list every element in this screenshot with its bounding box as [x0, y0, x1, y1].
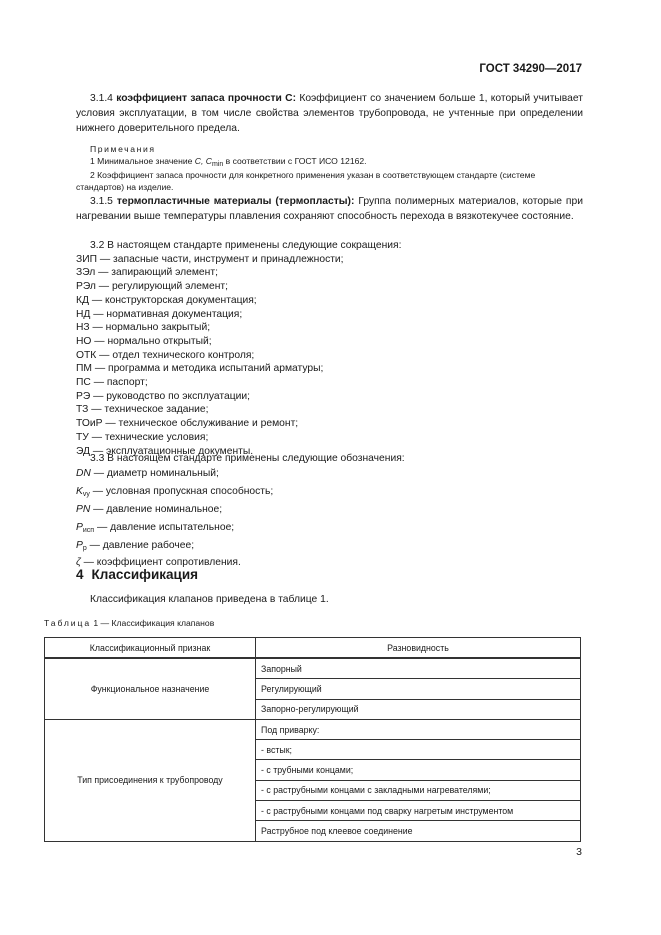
list-item: ζ — коэффициент сопротивления.	[76, 557, 241, 569]
paragraph-text: Коэффициент со значением больше 1, который учитывает условия эксплуатации, в том числе свойства элементов трубопровода, не учтенные при определении нижнего доверительного предела.	[76, 93, 583, 134]
list-item: РЭ — руководство по эксплуатации;	[76, 390, 250, 402]
symbols-intro: 3.3 В настоящем стандарте применены следующие обозначения:	[90, 453, 405, 464]
table-cell-variety: - с трубными концами;	[256, 760, 581, 780]
paragraph-number: 3.1.5	[90, 196, 113, 207]
list-item: ТОиР — техническое обслуживание и ремонт;	[76, 418, 299, 430]
paragraph-3-1-5	[76, 195, 583, 225]
notes-block	[76, 144, 583, 193]
list-item: $K_{vy}$ — условная пропускная способность;	[76, 485, 274, 498]
list-item: НЗ — нормально закрытый;	[76, 322, 211, 334]
list-item: $P_{исп}$ — давление испытательное;	[76, 521, 235, 534]
table-row	[45, 719, 581, 739]
abbreviations-intro: 3.2 В настоящем стандарте применены следующие сокращения:	[90, 240, 402, 251]
table-cell-variety: - встык;	[256, 740, 581, 760]
section-number: 4	[76, 567, 84, 582]
list-item: НД — нормативная документация;	[76, 308, 243, 320]
list-item: ПМ — программа и методика испытаний арматуры;	[76, 363, 324, 375]
table-caption	[44, 618, 214, 628]
section-title: Классификация	[91, 567, 199, 582]
list-item: DN — диаметр номинальный;	[76, 467, 219, 479]
table-cell-variety: - с раструбными концами с закладными нагревателями;	[256, 780, 581, 800]
list-item: ПС — паспорт;	[76, 377, 148, 389]
column-header-feature: Классификационный признак	[45, 638, 256, 659]
table-cell-feature: Тип присоединения к трубопроводу	[45, 719, 256, 841]
note-1: 1 Минимальное значение C, $C_{min}$ в соответствии с ГОСТ ИСО 12162.	[90, 155, 367, 168]
list-item: ТУ — технические условия;	[76, 431, 209, 443]
list-item: ОТК — отдел технического контроля;	[76, 349, 255, 361]
section-intro: Классификация клапанов приведена в таблице 1.	[90, 594, 329, 605]
paragraph-3-1-4	[76, 92, 583, 136]
table-caption-title: 1 — Классификация клапанов	[91, 618, 215, 628]
table-cell-variety: Под приварку:	[256, 719, 581, 739]
list-item: ЗЭл — запирающий элемент;	[76, 267, 218, 279]
table-cell-variety: - с раструбными концами под сварку нагретым инструментом	[256, 801, 581, 821]
note-2: 2 Коэффициент запаса прочности для конкретного применения указан в соответствующем стандарте (системе стандартов) на изделие.	[76, 170, 536, 192]
list-item: PN — давление номинальное;	[76, 503, 223, 515]
table-cell-variety: Регулирующий	[256, 679, 581, 699]
table-caption-label: Таблица	[44, 618, 91, 628]
paragraph-number: 3.1.4	[90, 93, 113, 104]
term-safety-factor: коэффициент запаса прочности C:	[116, 93, 297, 104]
table-row	[45, 658, 581, 679]
standard-code-header: ГОСТ 34290—2017	[479, 63, 582, 75]
list-item: НО — нормально открытый;	[76, 335, 212, 347]
term-thermoplastics: термопластичные материалы (термопласты):	[116, 196, 355, 207]
classification-table	[44, 637, 581, 842]
list-item: $P_р$ — давление рабочее;	[76, 539, 195, 552]
symbols-list	[76, 452, 583, 574]
column-header-variety: Разновидность	[256, 638, 581, 659]
table-cell-variety: Запорный	[256, 658, 581, 679]
page-number: 3	[576, 846, 582, 858]
table-header-row	[45, 638, 581, 659]
notes-title: Примечания	[90, 144, 156, 154]
list-item: ЭД — эксплуатационные документы.	[76, 445, 254, 457]
table-cell-variety: Раструбное под клеевое соединение	[256, 821, 581, 841]
paragraph-text: Группа полимерных материалов, которые при нагревании выше температуры плавления сохраняют способность перехода в вязкотекучее состояние.	[76, 196, 583, 222]
list-item: РЭл — регулирующий элемент;	[76, 281, 228, 293]
list-item: ЗИП — запасные части, инструмент и принадлежности;	[76, 253, 344, 265]
list-item: ТЗ — техническое задание;	[76, 404, 209, 416]
section-heading	[76, 567, 198, 582]
list-item: КД — конструкторская документация;	[76, 294, 257, 306]
table-cell-variety: Запорно-регулирующий	[256, 699, 581, 719]
abbreviations-list	[76, 239, 583, 458]
table-cell-feature: Функциональное назначение	[45, 658, 256, 719]
